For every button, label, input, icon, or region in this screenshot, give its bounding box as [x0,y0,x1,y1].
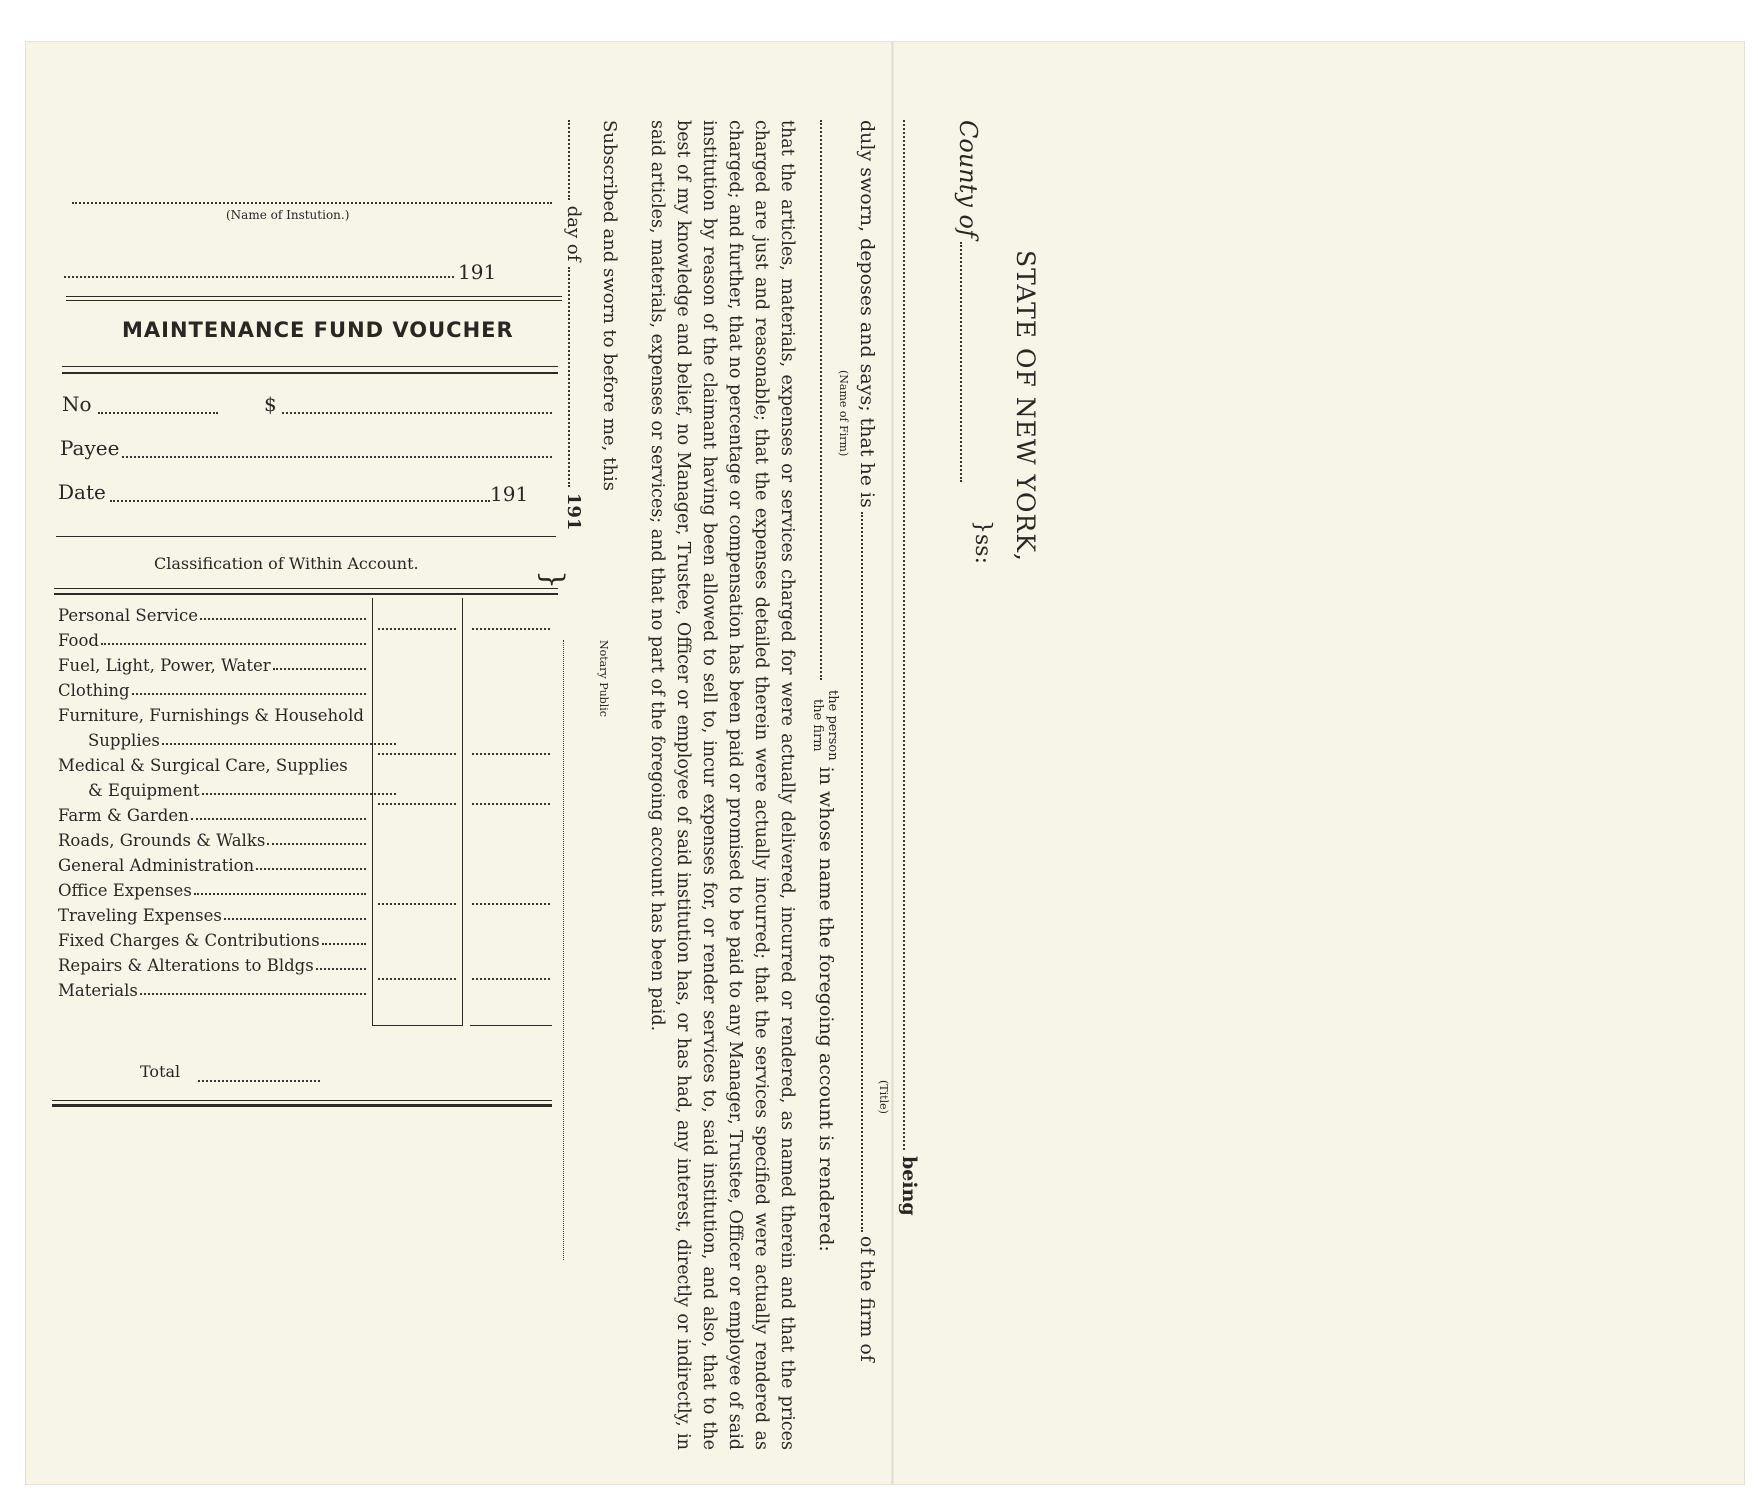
voucher-amount-field[interactable] [282,412,552,414]
classification-heading: Classification of Within Account. [154,554,419,573]
classification-row: Personal Service [58,606,368,625]
ss-brace: }ss: [970,520,995,564]
amount-field[interactable] [472,978,550,980]
date-year: 191 [490,482,529,506]
county-label: County of [954,120,982,238]
deponent-line [898,120,920,1450]
classification-row: Roads, Grounds & Walks [58,831,368,850]
amount-field[interactable] [378,753,456,755]
duly-sworn-text: duly sworn, deposes and says; that he is [856,120,878,508]
voucher-number-field[interactable] [98,412,218,414]
county-field[interactable] [960,242,962,482]
total-label: Total [140,1062,181,1081]
divider [62,372,558,374]
account-clause: in whose name the foregoing account is rendered: [815,766,837,1252]
voucher-title: MAINTENANCE FUND VOUCHER [122,318,514,342]
date-field[interactable] [110,500,490,502]
ss-label: ss: [970,534,995,564]
amount-field[interactable] [378,978,456,980]
payee-label: Payee [60,436,120,460]
divider [54,593,558,595]
day-field[interactable] [568,120,570,200]
no-label: No [62,392,92,416]
firm-caption: (Name of Firm) [837,370,850,457]
divider [54,588,558,589]
institution-caption: (Name of Instution.) [226,208,350,222]
divider [66,300,562,301]
divider [56,536,556,537]
dollar-label: $ [264,392,277,416]
classification-row: Materials [58,981,368,1000]
month-field[interactable] [568,267,570,487]
voucher-date-field[interactable] [64,276,454,278]
classification-row: Food [58,631,368,650]
affidavit-body: that the articles, materials, expenses or services charged for were actually delivered, incurred or rendered, as named therein and that the prices charged are just and reasonable; that the expenses detailed therein were actually incurred; that the services specified were actually rendered as charged; and further, that no percentage or compensation has been paid or promised to be paid to any Manager, Trustee, Officer or employee of said institution by reason of the claimant having been allowed to sell to, incur expenses for, or render services to, said institution, and also, that to the best of my knowledge and belief, no Manager, Trustee, Officer or employee of said institution has, or has had, any interest, directly or indirectly, in said articles, materials, expenses or services; and that no part of the foregoing account has been paid. [647,120,797,1450]
classification-row: Medical & Surgical Care, Supplies [58,756,348,775]
divider [52,1104,552,1107]
column-rule [470,1025,552,1026]
voucher-year-prefix: 191 [458,260,497,284]
notary-caption: Notary Public [597,640,610,717]
payee-field[interactable] [122,456,552,458]
county-line [954,120,982,482]
classification-row: Traveling Expenses [58,906,368,925]
firm-of-text: of the firm of [856,1235,878,1362]
subscribed-line: Subscribed and sworn to before me, this [599,120,620,491]
title-line [856,120,878,1450]
divider [52,1100,552,1101]
classification-row: Fixed Charges & Contributions [58,931,368,950]
amount-field[interactable] [378,903,456,905]
classification-row: Repairs & Alterations to Bldgs [58,956,368,975]
amount-field[interactable] [472,903,550,905]
classification-row: Farm & Garden [58,806,368,825]
affidavit-panel [535,120,1040,1480]
classification-row: Fuel, Light, Power, Water [58,656,368,675]
person-firm-options: the person the firm [810,690,840,761]
notary-brace: } [535,570,570,590]
amount-field[interactable] [378,803,456,805]
firm-name-field[interactable] [820,120,822,680]
classification-row: & Equipment [88,781,398,800]
classification-row: General Administration [58,856,368,875]
day-of-line [563,120,584,530]
amount-field[interactable] [472,628,550,630]
notary-signature-field[interactable] [563,640,564,1260]
title-field[interactable] [861,512,863,1232]
date-label: Date [58,480,106,504]
total-field[interactable] [198,1080,320,1082]
column-rule [462,598,463,1026]
classification-row: Furniture, Furnishings & Household [58,706,364,725]
year-label: 191 [563,492,584,531]
amount-field[interactable] [378,628,456,630]
amount-field[interactable] [472,753,550,755]
state-heading: STATE OF NEW YORK, [1011,250,1040,562]
day-of-label: day of [563,205,584,262]
classification-row: Supplies [88,731,398,750]
classification-row: Office Expenses [58,881,368,900]
firm-line [810,120,840,1450]
title-caption: (Title) [877,1080,890,1114]
divider [62,366,558,367]
institution-name-field[interactable] [72,202,552,204]
amount-field[interactable] [472,803,550,805]
column-rule [372,1025,463,1026]
divider [66,296,562,297]
deponent-name-field[interactable] [903,120,905,1150]
being-label: being [898,1156,920,1216]
classification-row: Clothing [58,681,368,700]
column-rule [372,598,373,1026]
